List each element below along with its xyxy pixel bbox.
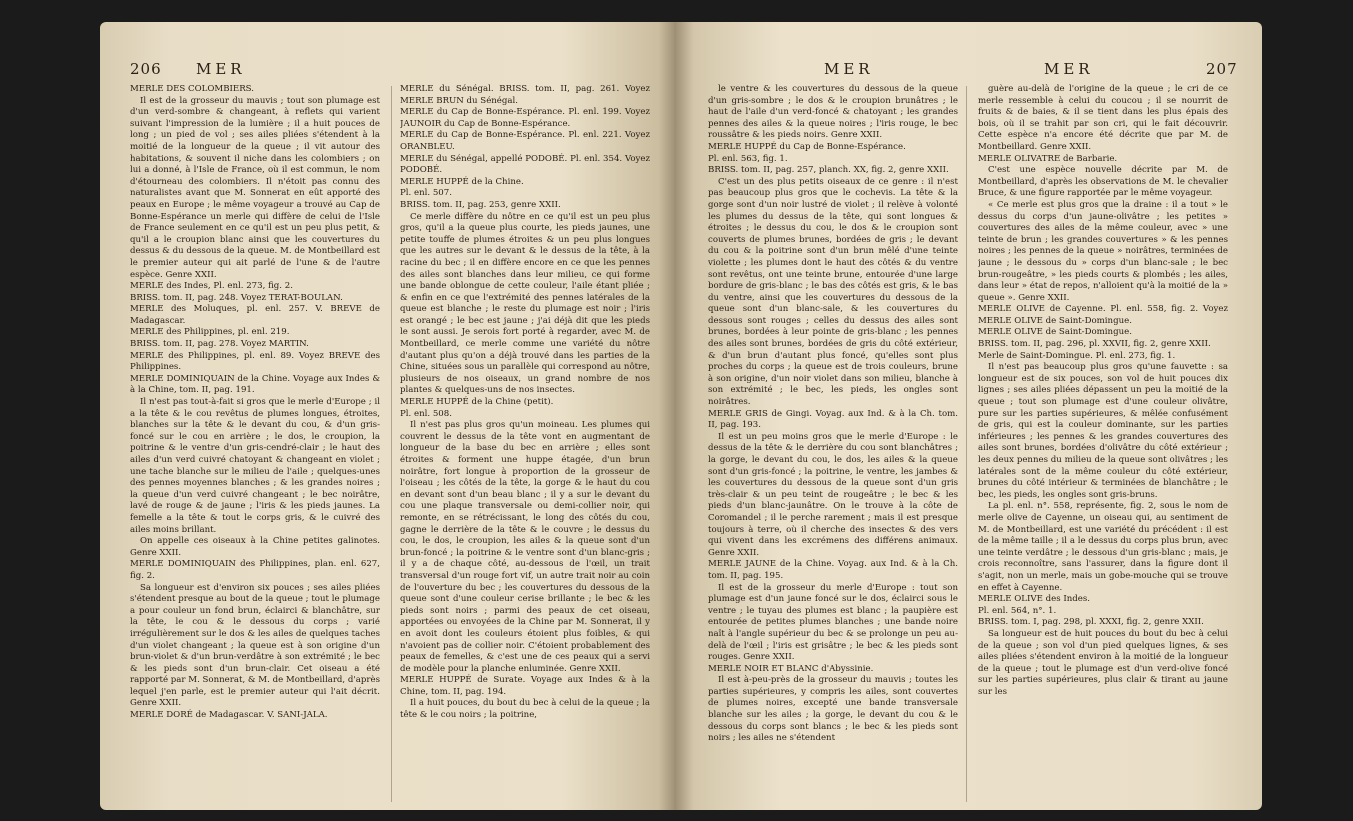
text-paragraph: BRISS. tom. II, pag. 253, genre XXII. [400, 199, 561, 210]
column-divider-right [966, 86, 967, 802]
column-divider-left [391, 86, 392, 802]
text-paragraph: On appelle ces oiseaux à la Chine petites galinotes. Genre XXII. [130, 536, 380, 558]
text-paragraph: MERLE du Cap de Bonne-Espérance. Pl. enl. 199. Voyez JAUNOIR du Cap de Bonne-Espérance. [400, 107, 650, 129]
text-paragraph: MERLE OLIVE de Saint-Domingue. [978, 327, 1132, 338]
text-paragraph: BRISS. tom. II, pag. 248. Voyez TERAT-BOULAN. [130, 292, 343, 303]
left-column-2 [400, 84, 650, 809]
page-number-left: 206 [130, 60, 162, 78]
text-paragraph: C'est un des plus petits oiseaux de ce genre : il n'est pas beaucoup plus gros que le cochevis. La tête & la gorge sont d'un noir lustré de violet ; il relève à volonté les plumes du dessus de la tête, qui sont longues & étroites ; le dessus du cou, le dos & le croupion sont couverts de plumes brunes, bordées de gris ; le devant du cou & la poitrine sont d'un brun mêlé d'une teinte violette ; les plumes dont le haut des côtés & du ventre sont revêtus, ont une teinte brune, entourée d'une large bordure de gris-blanc ; le bas des côtés est gris, & le bas du ventre, ainsi que les couvertures du dessous de la queue sont d'un blanc-sale, & les couvertures du dessous sont rouges ; celles du dessus des ailes sont brunes, bordées à leur pointe de gris-blanc ; les pennes des ailes sont brunes, bordées de gris du côté extérieur, & d'un brun d'autant plus foncé, qu'elles sont plus proches du corps ; la queue est de trois couleurs, brune à son origine, d'un noir violet dans son milieu, blanche à son extrémité ; le bec, les pieds, les ongles sont noirâtres. [708, 176, 958, 408]
text-paragraph: MERLE HUPPÉ de la Chine. [400, 176, 524, 187]
text-paragraph: MERLE HUPPÉ de la Chine (petit). [400, 397, 554, 408]
text-paragraph: MERLE des Indes, Pl. enl. 273, fig. 2. [130, 281, 293, 292]
text-paragraph: MERLE DOMINIQUAIN des Philippines, plan. enl. 627, fig. 2. [130, 559, 380, 581]
text-paragraph: MERLE GRIS de Gingi. Voyag. aux Ind. & à la Ch. tom. II, pag. 193. [708, 408, 958, 431]
text-paragraph: MERLE DOMINIQUAIN de la Chine. Voyage aux Indes & à la Chine, tom. II, pag. 191. [130, 373, 380, 396]
text-paragraph: Ce merle diffère du nôtre en ce qu'il est un peu plus gros, qu'il a la queue plus courte, les pieds jaunes, une petite touffe de plumes étroites & un peu plus longues que les autres sur le devant & le dessus de la tête, à la racine du bec ; il en diffère encore en ce que les pennes des ailes sont blanches dans leur milieu, ce qui forme une bande oblongue de cette couleur, l'aile étant pliée ; & enfin en ce que l'extrémité des pennes latérales de la queue est blanche ; le reste du plumage est noir ; l'iris est orangé ; le bec est jaune ; j'ai déjà dit que les pieds le sont aussi. Je serois fort porté à regarder, avec M. de Montbeillard, ce merle comme une variété du nôtre d'autant plus qu'on a déjà trouvé dans les parties de la Chine, situées sous un parallèle qui correspond au nôtre, plusieurs de nos oiseaux, un grand nombre de nos plantes & quelques-uns de nos insectes. [400, 211, 650, 396]
text-paragraph: MERLE OLIVE des Indes. [978, 594, 1090, 605]
text-paragraph: MERLE du Cap de Bonne-Espérance. Pl. enl. 221. Voyez ORANBLEU. [400, 130, 650, 152]
text-paragraph: La pl. enl. n°. 558, représente, fig. 2, sous le nom de merle olive de Cayenne, un oiseau qui, au sentiment de M. de Montbeillard, est une variété du précédent : il est de la même taille ; il a le dessus du corps plus brun, avec une teinte verdâtre ; le dessous d'un gris-blanc ; mais, je crois reconnoître, sans l'assurer, dans la figure dont il s'agit, non un merle, mais un gobe-mouche qui se trouve en effet à Cayenne. [978, 501, 1228, 593]
text-paragraph: Il est de la grosseur du mauvis ; tout son plumage est d'un verd-sombre & changeant, à reflets qui varient suivant l'impression de la lumière ; il a huit pouces de long ; un pied de vol ; ses ailes pliées s'étendent à la moitié de la longueur de la queue ; il vit autour des habitations, & souvent il niche dans les colombiers ; on lui a donné, à l'Isle de France, où il est commun, le nom d'étourneau des colombiers. Il n'étoit pas connu des naturalistes avant que M. Sonnerat en eût apporté des peaux en Europe ; le même voyageur a trouvé au Cap de Bonne-Espérance un merle qui diffère de celui de l'Isle de France seulement en ce qu'il est un peu plus petit, & qu'il a le croupion blanc ainsi que les couvertures du dessus & du dessous de la queue. M. de Montbeillard est le premier auteur qui ait parlé de l'une & de l'autre espèce. Genre XXII. [130, 95, 380, 280]
text-paragraph: MERLE DORÉ de Madagascar. V. SANI-JALA. [130, 710, 328, 721]
left-page-header [100, 60, 676, 84]
text-paragraph: BRISS. tom. I, pag. 298, pl. XXXI, fig. 2, genre XXII. [978, 617, 1204, 628]
text-paragraph: Sa longueur est d'environ six pouces ; ses ailes pliées s'étendent presque au bout de la queue ; tout le plumage a pour couleur un fond brun, éclairci & blanchâtre, sur la tête, le cou & le dessous du corps ; varié irrégulièrement sur le dos & les ailes de quelques taches d'un violet changeant ; la queue est à son origine d'un brun-violet & d'un brun-verdâtre à son extrémité ; le bec & les pieds sont d'un brun-clair. Cet oiseau a été rapporté par M. Sonnerat, & M. de Montbeillard, d'après lequel j'en parle, est le premier auteur qui l'ait décrit. Genre XXII. [130, 582, 380, 709]
right-page-header [676, 60, 1262, 84]
text-paragraph: Pl. enl. 564, n°. 1. [978, 605, 1057, 616]
text-paragraph: C'est une espèce nouvelle décrite par M. de Montbeillard, d'après les observations de M. le chevalier Bruce, & une figure rapportée par le même voyageur. [978, 165, 1228, 199]
text-paragraph: MERLE OLIVATRE de Barbarie. [978, 153, 1118, 164]
page-number-right: 207 [1206, 60, 1238, 78]
text-paragraph: MERLE HUPPÉ de Surate. Voyage aux Indes & à la Chine, tom. II, pag. 194. [400, 675, 650, 697]
text-paragraph: Sa longueur est de huit pouces du bout du bec à celui de la queue ; son vol d'un pied quelques lignes, & ses ailes pliées s'étendent environ à la moitié de la longueur de la queue ; tout le plumage est d'un verd-olive foncé sur les parties supérieures, plus clair & tirant au jaune sur les [978, 628, 1228, 697]
text-paragraph: Pl. enl. 563, fig. 1. [708, 153, 788, 164]
right-page [676, 22, 1262, 810]
text-paragraph: Il n'est pas plus gros qu'un moineau. Les plumes qui couvrent le dessus de la tête vont en augmentant de longueur de la base du bec en arrière ; elles sont étroites & forment une huppe étagée, d'un brun noirâtre, fort longue à proportion de la grosseur de l'oiseau ; les côtés de la tête, la gorge & le haut du cou en devant sont d'un beau blanc ; il y a sur le devant du cou une plaque transversale ou demi-collier noir, qui remonte, en se rétrécissant, le long des côtés du cou, gagne le derrière de la tête & le couvre ; le dessus du cou, le dos, le croupion, les ailes & la queue sont d'un brun-foncé ; la poitrine & le ventre sont d'un blanc-gris ; il y a de chaque côté, au-dessous de l'œil, un trait transversal d'un rouge fort vif, un autre trait noir au coin de l'ouverture du bec ; les couvertures du dessous de la queue sont d'une couleur cerise brillante ; le bec & les pieds sont noirs ; parmi des peaux de cet oiseau, apportées ou envoyées de la Chine par M. Sonnerat, il y en avoit dont les couleurs étoient plus foibles, & qui n'avoient pas de collier noir. C'étoient probablement des peaux de femelles, & c'est une de ces peaux qui a servi de modèle pour la planche enluminée. Genre XXII. [400, 420, 650, 674]
text-paragraph: MERLE du Sénégal, appellé PODOBÉ. Pl. enl. 354. Voyez PODOBÉ. [400, 153, 650, 176]
text-paragraph: MERLE du Sénégal. BRISS. tom. II, pag. 261. Voyez MERLE BRUN du Sénégal. [400, 84, 650, 106]
right-column-1 [708, 84, 958, 809]
text-paragraph: guère au-delà de l'origine de la queue ; le cri de ce merle ressemble à celui du coucou ; il se nourrit de fruits & de baies, & il se tient dans les plus épais des bois, où il se trahit par son cri, qui le fait découvrir. Cette espèce n'a encore été décrite que par M. de Montbeillard. Genre XXII. [978, 84, 1228, 152]
running-head-right-1: MER [824, 60, 874, 78]
text-paragraph: Il est un peu moins gros que le merle d'Europe : le dessus de la tête & le derrière du cou sont blanchâtres ; la gorge, le devant du cou, le dos, les ailes & la queue sont d'un gris-foncé ; la poitrine, le ventre, les jambes & les couvertures du dessous de la queue sont d'un gris très-clair & un peu teint de rougeâtre ; le bec & les pieds d'un blanc-jaunâtre. On le trouve à la côte de Coromandel ; il le perche rarement ; mais il est presque toujours à terre, où il cherche des insectes & des vers qui vivent dans les excrémens des différens animaux. Genre XXII. [708, 431, 958, 558]
text-paragraph: MERLE des Moluques, pl. enl. 257. V. BREVE de Madagascar. [130, 304, 380, 326]
text-paragraph: Il n'est pas tout-à-fait si gros que le merle d'Europe ; il a la tête & le cou revêtus de plumes longues, étroites, blanches sur la tête & le devant du cou, & d'un gris-foncé sur le cou en arrière ; le dos, le croupion, la poitrine & le ventre d'un gris-cendré-clair ; le haut des ailes d'un verd cuivré chatoyant & changeant en violet ; une tache blanche sur le milieu de l'aile ; quelques-unes des pennes moyennes blanches ; & les grandes noires ; la queue d'un verd cuivré changeant ; le bec noirâtre, lavé de rouge & de jaune ; l'iris & les pieds jaunes. La femelle a la tête & tout le corps gris, & le cuivré des ailes moins brillant. [130, 397, 380, 535]
left-page [100, 22, 676, 810]
text-paragraph: BRISS. tom. II, pag. 296, pl. XXVII, fig. 2, genre XXII. [978, 339, 1211, 350]
running-head-left: MER [196, 60, 246, 78]
text-paragraph: MERLE des Philippines, pl. enl. 219. [130, 327, 290, 338]
right-column-2 [978, 84, 1228, 809]
text-paragraph: Il est de la grosseur du merle d'Europe : tout son plumage est d'un jaune foncé sur le dos, éclairci sous le ventre ; le tuyau des plumes est blanc ; la paupière est entourée de petites plumes blanches ; une bande noire naît à l'angle supérieur du bec & se prolonge un peu au-delà de l'œil ; l'iris est grisâtre ; le bec & les pieds sont rouges. Genre XXII. [708, 582, 958, 663]
text-paragraph: MERLE OLIVE de Cayenne. Pl. enl. 558, fig. 2. Voyez MERLE OLIVE de Saint-Domingue. [978, 304, 1228, 326]
left-column-1 [130, 84, 380, 809]
text-paragraph: BRISS. tom. II, pag. 278. Voyez MARTIN. [130, 339, 309, 350]
text-paragraph: le ventre & les couvertures du dessous de la queue d'un gris-sombre ; le dos & le croupion brunâtres ; le haut de l'aile d'un verd-foncé & chatoyant ; les grandes pennes des ailes & la queue noires ; l'iris rouge, le bec roussâtre & les pieds noirs. Genre XXII. [708, 84, 958, 141]
text-paragraph: MERLE JAUNE de la Chine. Voyag. aux Ind. & à la Ch. tom. II, pag. 195. [708, 559, 958, 581]
text-paragraph: Pl. enl. 507. [400, 188, 452, 199]
text-paragraph: « Ce merle est plus gros que la draine : il a tout » le dessus du corps d'un jaune-olivâtre ; les petites » couvertures des ailes de la même couleur, avec » une teinte de brun ; les grandes couvertures » & les pennes noires ; les pennes de la queue » noirâtres, terminées de jaune ; le dessous du » corps d'un blanc-sale ; le bec brun-rougeâtre, » les pieds courts & plombés ; les ailes, dans leur » état de repos, n'alloient qu'à la moitié de la » queue ». Genre XXII. [978, 199, 1228, 303]
text-paragraph: MERLE des Philippines, pl. enl. 89. Voyez BREVE des Philippines. [130, 350, 380, 373]
text-paragraph: Pl. enl. 508. [400, 408, 452, 419]
text-paragraph: BRISS. tom. II, pag. 257, planch. XX, fig. 2, genre XXII. [708, 165, 949, 176]
running-head-right-2: MER [1044, 60, 1094, 78]
text-paragraph: Il est à-peu-près de la grosseur du mauvis ; toutes les parties supérieures, y compris les ailes, sont couvertes de plumes noires, excepté une bande transversale blanche sur les ailes ; la gorge, le devant du cou & le dessous du corps sont blancs ; le bec & les pieds sont noirs ; les ailes ne s'étendent [708, 675, 958, 744]
text-paragraph: Merle de Saint-Domingue. Pl. enl. 273, fig. 1. [978, 350, 1176, 361]
text-paragraph: MERLE DES COLOMBIERS. [130, 84, 254, 94]
text-paragraph: Il n'est pas beaucoup plus gros qu'une fauvette : sa longueur est de six pouces, son vol de huit pouces dix lignes ; ses ailes pliées dépassent un peu la moitié de la queue ; tout son plumage est d'une couleur olivâtre, pure sur les parties supérieures, & mêlée confusément de gris, qui est la couleur dominante, sur les parties inférieures ; les pennes & les grandes couvertures des ailes sont brunes, bordées d'olivâtre du côté extérieur ; les deux pennes du milieu de la queue sont olivâtres ; les latérales sont de la même couleur du côté extérieur, brunes du côté intérieur & terminées de blanchâtre ; le bec, les pieds, les ongles sont gris-bruns. [978, 362, 1228, 500]
text-paragraph: MERLE NOIR ET BLANC d'Abyssinie. [708, 663, 874, 674]
text-paragraph: MERLE HUPPÉ du Cap de Bonne-Espérance. [708, 141, 906, 152]
text-paragraph: Il a huit pouces, du bout du bec à celui de la queue ; la tête & le cou noirs ; la poitrine, [400, 698, 650, 721]
